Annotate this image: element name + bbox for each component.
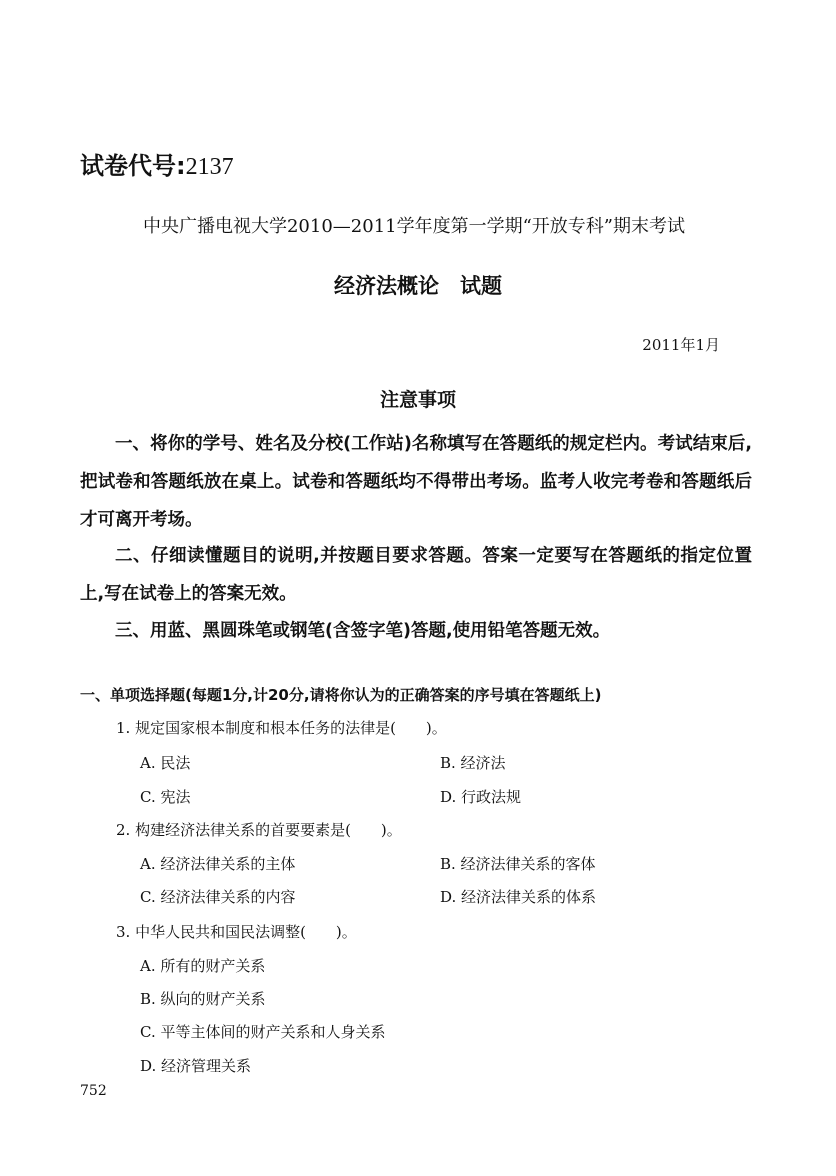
- question-2-option-a: A. 经济法律关系的主体: [140, 855, 296, 873]
- question-2-option-c: C. 经济法律关系的内容: [140, 888, 296, 906]
- question-1-option-d: D. 行政法规: [440, 788, 522, 806]
- exam-title: 经济法概论 试题: [334, 274, 502, 298]
- question-1-option-a: A. 民法: [140, 754, 191, 772]
- notice-title: 注意事项: [379, 389, 456, 411]
- notice-item-3-text: 三、用蓝、黑圆珠笔或钢笔(含签字笔)答题,使用铅笔答题无效。: [115, 621, 611, 641]
- question-2-option-d: D. 经济法律关系的体系: [440, 888, 597, 906]
- paper-code: [80, 146, 234, 181]
- notice-item-3: [80, 612, 752, 650]
- question-3-stem: 3. 中华人民共和国民法调整( )。: [116, 923, 357, 941]
- question-2-option-b: B. 经济法律关系的客体: [440, 855, 596, 873]
- exam-date: 2011年1月: [642, 336, 720, 354]
- paper-code-number: 2137: [185, 154, 234, 180]
- question-3-option-b: B. 纵向的财产关系: [140, 990, 266, 1008]
- question-1-option-c: C. 宪法: [140, 788, 191, 806]
- page-number: 752: [80, 1083, 107, 1099]
- notice-item-2: [80, 537, 752, 613]
- notice-item-1: [80, 425, 752, 539]
- question-2-stem: 2. 构建经济法律关系的首要要素是( )。: [116, 821, 402, 839]
- paper-code-label: 试卷代号:: [80, 152, 186, 180]
- question-1-stem: 1. 规定国家根本制度和根本任务的法律是( )。: [116, 719, 447, 737]
- question-1-option-b: B. 经济法: [440, 754, 506, 772]
- question-3-option-c: C. 平等主体间的财产关系和人身关系: [140, 1023, 386, 1041]
- exam-header-text: 中央广播电视大学2010—2011学年度第一学期“开放专科”期末考试: [142, 216, 686, 237]
- notice-item-1-text: 一、将你的学号、姓名及分校(工作站)名称填写在答题纸的规定栏内。考试结束后,把试卷和答题纸放在桌上。试卷和答题纸均不得带出考场。监考人收完考卷和答题纸后才可离开考场。: [80, 434, 752, 530]
- notice-item-2-text: 二、仔细读懂题目的说明,并按题目要求答题。答案一定要写在答题纸的指定位置上,写在试卷上的答案无效。: [80, 546, 752, 604]
- question-3-option-d: D. 经济管理关系: [140, 1057, 252, 1075]
- exam-header: [0, 212, 836, 238]
- section-heading: 一、单项选择题(每题1分,计20分,请将你认为的正确答案的序号填在答题纸上): [80, 686, 602, 704]
- question-3-option-a: A. 所有的财产关系: [140, 957, 266, 975]
